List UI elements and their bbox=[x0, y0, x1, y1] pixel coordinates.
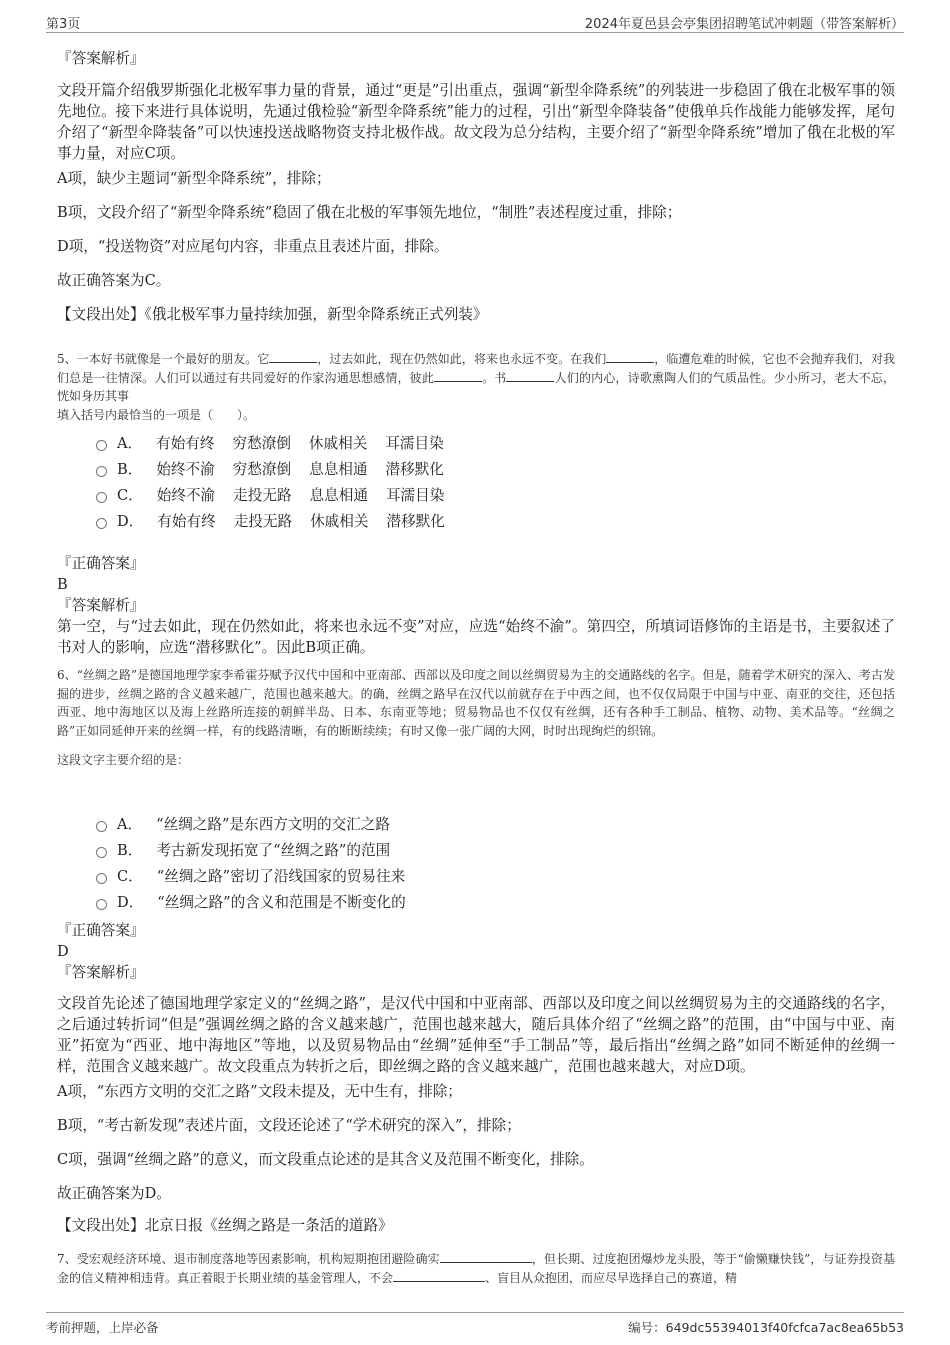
q4-source: 【文段出处】《俄北极军事力量持续加强，新型伞降系统正式列装》 bbox=[57, 306, 488, 323]
blank bbox=[506, 369, 554, 382]
q5-answer: B bbox=[57, 576, 68, 593]
q5-option-c[interactable]: C． 始终不渝 走投无路 息息相通 耳濡目染 bbox=[96, 486, 462, 506]
q5-stem: 5、一本好书就像是一个最好的朋友。它 ，过去如此，现在仍然如此，将来也永远不变。在我们 ，临遭危难的时候，它也不会抛弃我们，对我们总是一往情深。人们可以通过有共同爱好的作家沟通思想感情，彼此 。书 人们的内心，诗歌熏陶人们的气质品性。少小所习，老大不忘，恍如身历其事 填入括号内最恰当的一项是（ ）。 bbox=[57, 350, 895, 424]
q6-prompt: 这段文字主要介绍的是： bbox=[57, 753, 190, 767]
q6-answer-block bbox=[57, 920, 895, 983]
q5-analysis-body: 第一空，与“过去如此，现在仍然如此，将来也永远不变”对应，应选“始终不渝”。第四空，所填词语修饰的主语是书，主要叙述了书对人的影响，应选“潜移默化”。因此B项正确。 bbox=[57, 618, 895, 656]
q6-conclusion: 故正确答案为D。 bbox=[57, 1185, 171, 1202]
q6-stem: 6、“丝绸之路”是德国地理学家李希霍芬赋予汉代中国和中亚南部、西部以及印度之间以丝绸贸易为主的交通路线的名字。但是，随着学术研究的深入、考古发掘的进步，丝绸之路的含义越来越广，范围也越来越大。的确，丝绸之路早在汉代以前就存在于中西之间，也不仅仅局限于中国与中亚、南亚的交往，还包括西亚、地中海地区以及海上丝路所连接的朝鲜半岛、日本、东南亚等地；贸易物品也不仅仅有丝绸，还有各种手工制品、植物、动物、美术品等。“丝绸之路”正如同延伸开来的丝绸一样，有的线路清晰，有的断断续续；有时又像一张广阔的大网，时时出现绚烂的织锦。 bbox=[57, 668, 895, 738]
q5-option-a[interactable]: A． 有始有终 穷愁潦倒 休戚相关 耳濡目染 bbox=[96, 434, 462, 454]
page-footer bbox=[46, 1312, 904, 1335]
q6-option-d[interactable]: D． “丝绸之路”的含义和范围是不断变化的 bbox=[96, 893, 406, 913]
q4-conclusion: 故正确答案为C。 bbox=[57, 272, 171, 289]
page-number: 第3页 bbox=[46, 17, 81, 32]
document-code: 编号：649dc55394013f40fcfca7ac8ea65b53 bbox=[628, 1320, 904, 1335]
q5-answer-heading: 『正确答案』 bbox=[57, 555, 145, 572]
q5-answer-block bbox=[57, 553, 895, 658]
q6-answer-heading: 『正确答案』 bbox=[57, 922, 145, 939]
blank bbox=[606, 350, 654, 363]
q6-option-c[interactable]: C． “丝绸之路”密切了沿线国家的贸易往来 bbox=[96, 867, 405, 887]
blank bbox=[393, 1269, 485, 1282]
radio-button[interactable] bbox=[96, 492, 107, 503]
footer-slogan: 考前押题，上岸必备 bbox=[46, 1320, 159, 1335]
q4-note-b: B项，文段介绍了“新型伞降系统”稳固了俄在北极的军事领先地位，“制胜”表述程度过重，排除； bbox=[57, 204, 682, 221]
blank bbox=[440, 1250, 532, 1263]
q6-note-c: C项，强调“丝绸之路”的意义，而文段重点论述的是其含义及范围不断变化，排除。 bbox=[57, 1151, 594, 1168]
q4-note-d: D项，“投送物资”对应尾句内容，非重点且表述片面，排除。 bbox=[57, 238, 449, 255]
blank bbox=[434, 369, 482, 382]
q7-stem: 7、受宏观经济环境、退市制度落地等因素影响，机构短期抱团避险确实 ，但长期、过度抱团爆炒龙头股，等于“偷懒赚快钱”，与证券投资基金的信义精神相违背。真正着眼于长期业绩的基金管理人，不会 、盲目从众抱团，而应尽早选择自己的赛道，精 bbox=[57, 1252, 895, 1285]
radio-button[interactable] bbox=[96, 847, 107, 858]
radio-button[interactable] bbox=[96, 873, 107, 884]
q6-note-a: A项，“东西方文明的交汇之路”文段未提及，无中生有，排除； bbox=[57, 1083, 462, 1100]
q6-analysis-body: 文段首先论述了德国地理学家定义的“丝绸之路”，是汉代中国和中亚南部、西部以及印度之间以丝绸贸易为主的交通路线的名字，之后通过转折词“但是”强调丝绸之路的含义越来越广，范围也越来越大，随后具体介绍了“丝绸之路”的范围，由“中国与中亚、南亚”拓宽为“西亚、地中海地区”等地，以及贸易物品由“丝绸”延伸至“手工制品”等，最后指出“丝绸之路”如同不断延伸的丝绸一样，范围含义越来越广。故文段重点为转折之后，即丝绸之路的含义越来越广，范围也越来越大，对应D项。 bbox=[57, 995, 895, 1075]
q6-option-b[interactable]: B． 考古新发现拓宽了“丝绸之路”的范围 bbox=[96, 841, 390, 861]
q6-option-a[interactable]: A． “丝绸之路”是东西方文明的交汇之路 bbox=[96, 815, 390, 835]
q5-analysis-heading: 『答案解析』 bbox=[57, 597, 145, 614]
radio-button[interactable] bbox=[96, 899, 107, 910]
document-title: 2024年夏邑县会亭集团招聘笔试冲刺题（带答案解析） bbox=[584, 17, 904, 32]
q6-analysis-heading: 『答案解析』 bbox=[57, 964, 145, 981]
radio-button[interactable] bbox=[96, 821, 107, 832]
radio-button[interactable] bbox=[96, 440, 107, 451]
q5-option-d[interactable]: D． 有始有终 走投无路 休戚相关 潜移默化 bbox=[96, 512, 463, 532]
q6-note-b: B项，“考古新发现”表述片面，文段还论述了“学术研究的深入”，排除； bbox=[57, 1117, 521, 1134]
radio-button[interactable] bbox=[96, 466, 107, 477]
q4-note-a: A项，缺少主题词“新型伞降系统”，排除； bbox=[57, 170, 331, 187]
blank bbox=[269, 350, 317, 363]
q6-answer: D bbox=[57, 943, 69, 960]
radio-button[interactable] bbox=[96, 518, 107, 529]
q4-analysis-heading: 『答案解析』 bbox=[57, 50, 145, 67]
q5-prompt: 填入括号内最恰当的一项是（ ）。 bbox=[57, 407, 256, 422]
q6-source: 【文段出处】北京日报《丝绸之路是一条活的道路》 bbox=[57, 1217, 393, 1234]
page-header bbox=[46, 10, 904, 33]
q5-option-b[interactable]: B． 始终不渝 穷愁潦倒 息息相通 潜移默化 bbox=[96, 460, 462, 480]
q4-analysis-body: 文段开篇介绍俄罗斯强化北极军事力量的背景，通过“更是”引出重点，强调“新型伞降系统”的列装进一步稳固了俄在北极军事的领先地位。接下来进行具体说明，先通过俄检验“新型伞降系统”能力的过程，引出“新型伞降装备”使俄单兵作战能力能够发挥，尾句介绍了“新型伞降装备”可以快速投送战略物资支持北极作战。故文段为总分结构，主要介绍了“新型伞降系统”增加了俄在北极的军事力量，对应C项。 bbox=[57, 82, 895, 162]
